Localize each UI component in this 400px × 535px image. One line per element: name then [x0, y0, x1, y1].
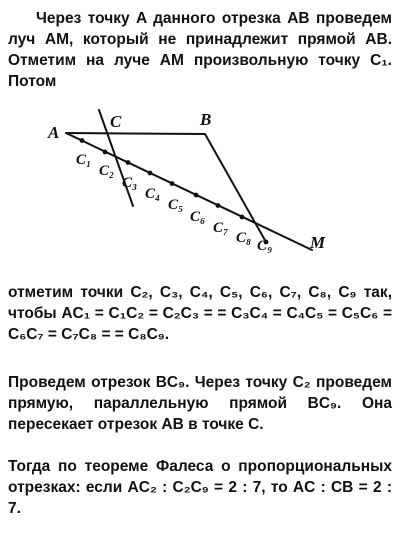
label-c8: C₈ — [236, 230, 252, 246]
point-c2 — [103, 150, 108, 155]
paragraph-intro: Через точку A данного отрезка AB проведем луч AM, который не принадлежит прямой AB. Отметим на луче AM произвольную точку C₁. Потом — [8, 10, 392, 90]
label-c6: C₆ — [190, 209, 206, 225]
point-c8 — [240, 215, 245, 220]
point-c7 — [216, 203, 221, 208]
label-c1: C₁ — [76, 152, 92, 168]
label-a: A — [48, 123, 60, 142]
paragraph-conclusion: Тогда по теореме Фалеса о пропорциональных отрезках: если AC₂ : C₂C₉ = 2 : 7, то AC : CB = 2 : 7. — [8, 458, 392, 517]
label-c5: C₅ — [168, 197, 184, 213]
label-c: C — [110, 112, 122, 131]
label-b: B — [200, 110, 212, 129]
point-c5 — [170, 181, 175, 186]
ray-am — [66, 133, 312, 250]
point-c3 — [126, 160, 131, 165]
paragraph-construction: Проведем отрезок BC₉. Через точку C₂ проведем прямую, параллельную прямой BC₉. Она пересекает отрезок AB в точке C. — [8, 374, 392, 433]
label-c3: C₃ — [122, 175, 138, 191]
segment-ab — [66, 133, 205, 134]
paragraph-points: отметим точки C₂, C₃, C₄, C₅, C₆, C₇, C₈, C₉ так, чтобы AC₁ = C₁C₂ = C₂C₃ = = C₃C₄ = C₄C₅ = C₅C₆ = C₆C₇ = C₇C₈ = = C₈C₉. — [8, 284, 392, 343]
label-c7: C₇ — [213, 220, 229, 236]
label-c4: C₄ — [145, 186, 161, 202]
label-m: M — [310, 233, 326, 252]
point-c1 — [80, 138, 85, 143]
label-c9: C₉ — [257, 238, 273, 254]
thales-construction-figure — [0, 100, 400, 280]
point-c6 — [194, 193, 199, 198]
label-c2: C₂ — [99, 163, 115, 179]
point-c4 — [148, 171, 153, 176]
